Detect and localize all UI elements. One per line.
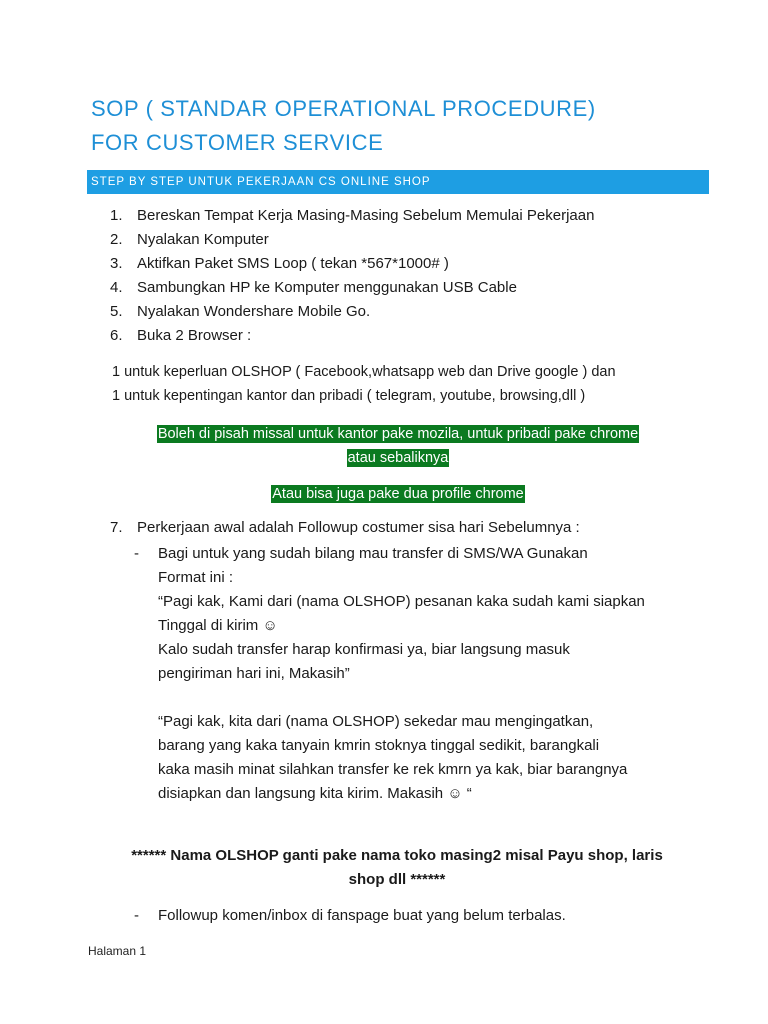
section-banner: STEP BY STEP UNTUK PEKERJAAN CS ONLINE SHOP xyxy=(87,170,709,194)
message-template-line: barang yang kaka tanyain kmrin stoknya tinggal sedikit, barangkali xyxy=(158,737,600,754)
sub-line: Format ini : xyxy=(158,569,234,586)
list-item: 6. Buka 2 Browser : xyxy=(110,327,252,344)
highlight-note-1 xyxy=(87,422,709,470)
message-template-line: Tinggal di kirim ☺ xyxy=(158,617,278,634)
highlight-text: Atau bisa juga pake dua profile chrome xyxy=(272,486,524,502)
message-template-line: kaka masih minat silahkan transfer ke rek kmrn ya kak, biar barangnya xyxy=(158,761,628,778)
message-template-line: pengiriman hari ini, Makasih” xyxy=(158,665,350,682)
highlight-note-2 xyxy=(87,482,709,506)
message-template-line: Kalo sudah transfer harap konfirmasi ya, biar langsung masuk xyxy=(158,641,570,658)
list-item: 3. Aktifkan Paket SMS Loop ( tekan *567*1000# ) xyxy=(110,255,449,272)
list-item: 5. Nyalakan Wondershare Mobile Go. xyxy=(110,303,371,320)
steps-list xyxy=(110,204,710,348)
olshop-name-note: ****** Nama OLSHOP ganti pake nama toko masing2 misal Payu shop, laris shop dll ****** xyxy=(131,847,663,888)
document-title xyxy=(91,92,596,160)
title-line-2: FOR CUSTOMER SERVICE xyxy=(91,130,384,155)
sub-item-transfer-followup: - Bagi untuk yang sudah bilang mau transfer di SMS/WA Gunakan Format ini : “Pagi kak, Kami dari (nama OLSHOP) pesanan kaka sudah kami siapkan Tinggal di kirim ☺ Kalo sudah transfer harap konfirmasi ya, biar langsung masuk pengiriman hari ini, Makasih” “Pagi kak, kita dari (nama OLSHOP) sekedar mau mengingatkan, barang yang kaka tanyain kmrin stoknya tinggal sedikit, barangkali kaka masih minat silahkan transfer ke rek kmrn ya kak, biar barangnya disiapkan dan langsung kita kirim. Makasih ☺ “ xyxy=(134,542,694,806)
list-item: 1. Bereskan Tempat Kerja Masing-Masing Sebelum Memulai Pekerjaan xyxy=(110,207,595,224)
message-template-line: “Pagi kak, Kami dari (nama OLSHOP) pesanan kaka sudah kami siapkan xyxy=(158,593,645,610)
browser-note-line-1: 1 untuk keperluan OLSHOP ( Facebook,whatsapp web dan Drive google ) dan xyxy=(112,364,616,380)
sub-line: Bagi untuk yang sudah bilang mau transfer di SMS/WA Gunakan xyxy=(158,545,588,562)
step-7: 7. Perkerjaan awal adalah Followup costumer sisa hari Sebelumnya : xyxy=(110,519,580,536)
title-line-1: SOP ( STANDAR OPERATIONAL PROCEDURE) xyxy=(91,96,596,121)
browser-note-line-2: 1 untuk kepentingan kantor dan pribadi ( telegram, youtube, browsing,dll ) xyxy=(112,388,586,404)
highlight-text: Boleh di pisah missal untuk kantor pake mozila, untuk pribadi pake chrome xyxy=(157,426,639,442)
highlight-text: atau sebaliknya xyxy=(347,450,449,466)
list-item: 2. Nyalakan Komputer xyxy=(110,231,269,248)
message-template-line: “Pagi kak, kita dari (nama OLSHOP) sekedar mau mengingatkan, xyxy=(158,713,594,730)
list-item: 4. Sambungkan HP ke Komputer menggunakan USB Cable xyxy=(110,279,517,296)
message-template-line: disiapkan dan langsung kita kirim. Makasih ☺ “ xyxy=(158,785,472,802)
page-footer: Halaman 1 xyxy=(88,944,147,958)
sub-item-fanspage-followup: - Followup komen/inbox di fanspage buat yang belum terbalas. xyxy=(134,907,566,924)
